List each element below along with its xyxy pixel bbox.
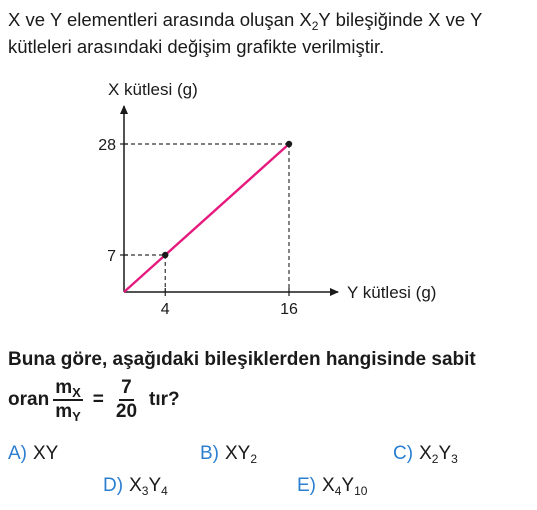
intro-text: [8, 6, 533, 60]
option-a[interactable]: [8, 442, 58, 466]
mass-graph: [0, 70, 537, 320]
y-tick-label-1: 28: [98, 137, 116, 154]
option-c[interactable]: [393, 442, 458, 466]
equals-sign: =: [92, 389, 104, 410]
option-b-letter: B): [200, 443, 219, 464]
option-e-formula: $X_4Y_{10}$: [322, 475, 368, 498]
x-tick-label-1: 16: [280, 301, 298, 318]
x-tick-label-0: 4: [160, 301, 170, 318]
ratio-line: [8, 372, 180, 428]
option-a-formula: XY: [33, 443, 59, 464]
option-a-letter: A): [8, 443, 27, 464]
intro-line-1-b: Y bileşiğinde X ve Y: [318, 9, 483, 30]
option-c-formula: $X_2Y_3$: [419, 443, 458, 466]
mass-ratio-numerator: $m_X$: [55, 377, 81, 400]
question-text: Buna göre, aşağıdaki bileşiklerden hangisinde sabit: [8, 349, 476, 370]
intro-line-1-a: X ve Y elementleri arasında oluşan X: [8, 9, 312, 30]
value-denominator: 20: [115, 401, 138, 422]
option-b[interactable]: [200, 442, 257, 466]
series-line-0: [124, 144, 289, 292]
intro-line-2: kütleleri arasındaki değişim grafikte verilmiştir.: [8, 36, 385, 57]
data-point-1: [286, 141, 292, 147]
value-numerator: 7: [119, 377, 134, 401]
oran-label: oran: [8, 389, 50, 410]
mass-ratio-denominator: $m_Y$: [55, 401, 81, 424]
y-axis-label: X kütlesi (g): [108, 80, 198, 99]
intro-subscript: 2: [311, 19, 319, 33]
option-d-letter: D): [103, 475, 124, 496]
y-tick-label-0: 7: [107, 248, 116, 265]
value-fraction: [114, 377, 139, 423]
option-d[interactable]: [103, 474, 168, 498]
data-point-0: [162, 252, 168, 258]
option-b-formula: $XY_2$: [225, 443, 258, 466]
option-e[interactable]: [297, 474, 367, 498]
option-c-letter: C): [393, 443, 414, 464]
option-d-formula: $X_3Y_4$: [129, 475, 168, 498]
option-e-letter: E): [297, 475, 316, 496]
intro-line-1: [8, 6, 533, 33]
x-axis-label: Y kütlesi (g): [347, 283, 437, 302]
mass-ratio-fraction: [53, 377, 83, 423]
question-suffix: tır?: [149, 389, 180, 410]
